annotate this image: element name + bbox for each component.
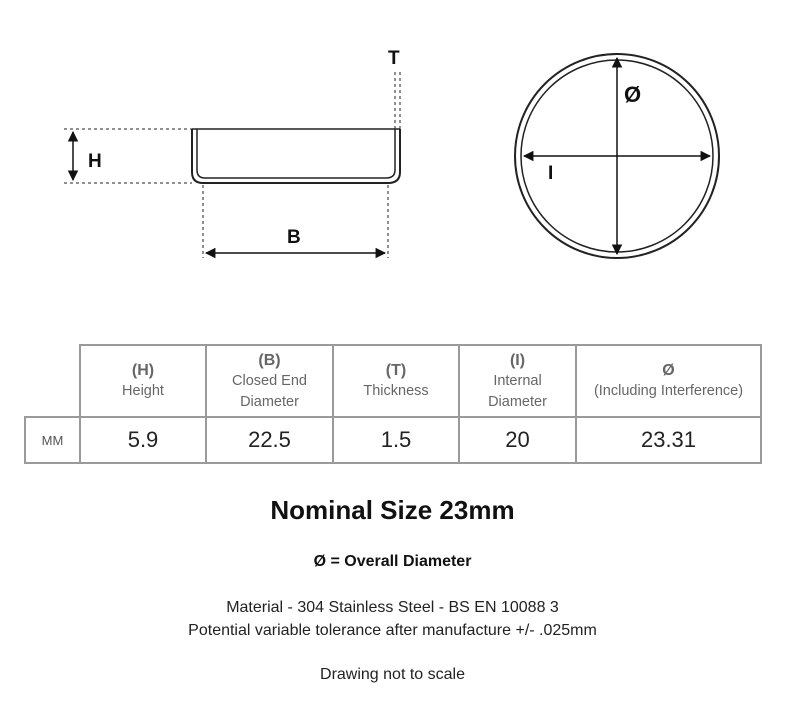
side-view — [64, 48, 400, 258]
specification-table — [24, 344, 762, 464]
diameter-legend: Ø = Overall Diameter — [313, 553, 472, 570]
header-thickness — [333, 345, 459, 417]
scale-note: Drawing not to scale — [320, 666, 465, 683]
header-symbol: Ø — [662, 362, 675, 379]
value-overall-diameter: 23.31 — [576, 417, 761, 463]
header-symbol: (B) — [258, 351, 281, 369]
table-row — [25, 417, 761, 463]
header-symbol: (T) — [385, 362, 407, 379]
header-label: Closed End Diameter — [232, 372, 307, 410]
header-label: Thickness — [363, 383, 429, 399]
cup-outer-profile — [192, 129, 400, 183]
header-label: Internal Diameter — [488, 372, 547, 410]
value-height: 5.9 — [80, 417, 206, 463]
tolerance-note: Potential variable tolerance after manufacture +/- .025mm — [188, 622, 597, 639]
value-thickness: 1.5 — [333, 417, 459, 463]
top-view — [515, 54, 719, 258]
t-label: T — [388, 48, 400, 69]
header-symbol: (H) — [131, 362, 155, 379]
cup-inner-profile — [197, 129, 395, 178]
nominal-size-title: Nominal Size 23mm — [270, 495, 515, 525]
header-height — [80, 345, 206, 417]
header-symbol: (I) — [509, 351, 526, 369]
header-closed-end-diameter — [206, 345, 333, 417]
value-closed-end-diameter: 22.5 — [206, 417, 333, 463]
b-label: B — [287, 227, 301, 248]
header-label: Height — [122, 383, 164, 399]
header-internal-diameter — [459, 345, 576, 417]
internal-diameter-label: I — [548, 163, 554, 184]
table-corner-cell — [25, 345, 80, 417]
header-label: (Including Interference) — [593, 383, 744, 399]
technical-drawing — [0, 0, 785, 300]
material-note: Material - 304 Stainless Steel - BS EN 10088 3 — [226, 599, 559, 616]
unit-cell: MM — [25, 417, 80, 463]
table-header-row — [25, 345, 761, 417]
h-label: H — [88, 151, 102, 172]
diameter-label: Ø — [624, 82, 642, 107]
value-internal-diameter: 20 — [459, 417, 576, 463]
header-overall-diameter — [576, 345, 761, 417]
